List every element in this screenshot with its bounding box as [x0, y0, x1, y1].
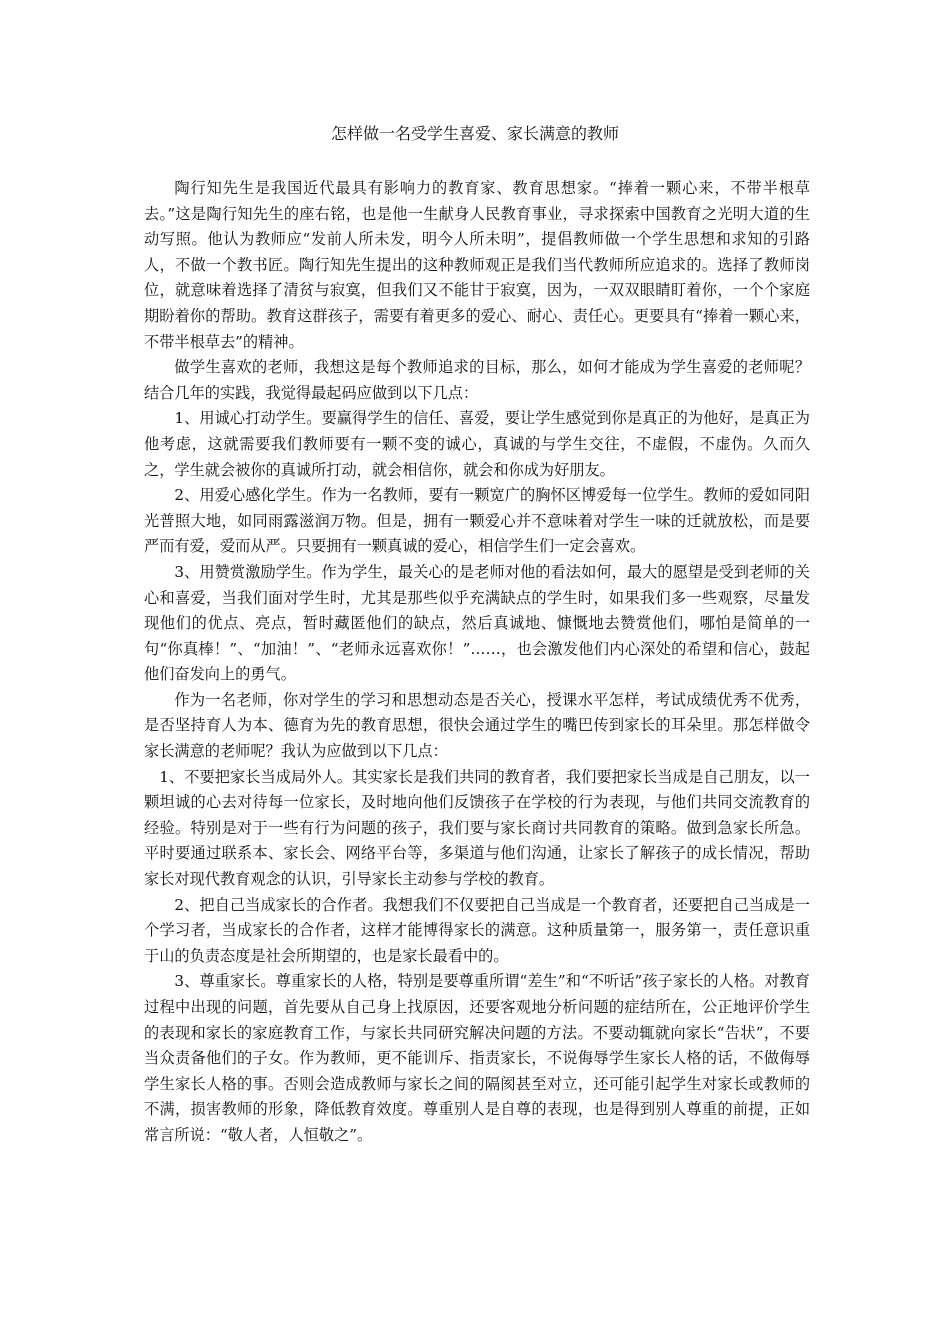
paragraph-parent-point-1: 1、不要把家长当成局外人。其实家长是我们共同的教育者，我们要把家长当成是自己朋友，以一颗坦诚的心去对待每一位家长，及时地向他们反馈孩子在学校的行为表现，与他们共同交流教育的经验。特别是对于一些有行为问题的孩子，我们要与家长商讨共同教育的策略。做到急家长所急。平时要通过联系本、家长会、网络平台等，多渠道与他们沟通，让家长了解孩子的成长情况，帮助家长对现代教育观念的认识，引导家长主动参与学校的教育。 [144, 767, 810, 889]
paragraph-student-goal: 做学生喜欢的老师，我想这是每个教师追求的目标，那么，如何才能成为学生喜爱的老师呢？结合几年的实践，我觉得最起码应做到以下几点： [144, 358, 810, 402]
paragraph-intro: 陶行知先生是我国近代最具有影响力的教育家、教育思想家。“捧着一颗心来，不带半根草去。”这是陶行知先生的座右铭，也是他一生献身人民教育事业，寻求探索中国教育之光明大道的生动写照。他认为教师应“发前人所未发，明今人所未明”，提倡教师做一个学生思想和求知的引路人，不做一个教书匠。陶行知先生提出的这种教师观正是我们当代教师所应追求的。选择了教师岗位，就意味着选择了清贫与寂寞，但我们又不能甘于寂寞，因为，一双双眼睛盯着你，一个个家庭期盼着你的帮助。教育这群孩子，需要有着更多的爱心、耐心、责任心。更要具有“捧着一颗心来，不带半根草去”的精神。 [144, 179, 810, 351]
document-title: 怎样做一名受学生喜爱、家长满意的教师 [330, 124, 619, 143]
paragraph-parent-point-2: 2、把自己当成家长的合作者。我想我们不仅要把自己当成是一个教育者，还要把自己当成是一个学习者，当成家长的合作者，这样才能博得家长的满意。这种质量第一，服务第一，责任意识重于山的负责态度是社会所期望的，也是家长最看中的。 [144, 895, 810, 965]
document-body [144, 176, 810, 1149]
paragraph-student-point-2: 2、用爱心感化学生。作为一名教师，要有一颗宽广的胸怀区博爱每一位学生。教师的爱如同阳光普照大地，如同雨露滋润万物。但是，拥有一颗爱心并不意味着对学生一味的迁就放松，而是要严而有爱，爱而从严。只要拥有一颗真诚的爱心，相信学生们一定会喜欢。 [144, 486, 810, 556]
paragraph-parent-point-3: 3、尊重家长。尊重家长的人格，特别是要尊重所谓“差生”和“不听话”孩子家长的人格。对教育过程中出现的问题，首先要从自己身上找原因，还要客观地分析问题的症结所在，公正地评价学生的表现和家长的家庭教育工作，与家长共同研究解决问题的方法。不要动辄就向家长“告状”，不要当众责备他们的子女。作为教师，更不能训斥、指责家长，不说侮辱学生家长人格的话，不做侮辱学生家长人格的事。否则会造成教师与家长之间的隔阂甚至对立，还可能引起学生对家长或教师的不满，损害教师的形象，降低教育效度。尊重别人是自尊的表现，也是得到别人尊重的前提，正如常言所说：“敬人者，人恒敬之”。 [144, 972, 810, 1144]
paragraph-student-point-3: 3、用赞赏激励学生。作为学生，最关心的是老师对他的看法如何，最大的愿望是受到老师的关心和喜爱，当我们面对学生时，尤其是那些似乎充满缺点的学生时，如果我们多一些观察，尽量发现他们的优点、亮点，暂时藏匿他们的缺点，然后真诚地、慷慨地去赞赏他们，哪怕是简单的一句“你真棒！”、“加油！”、“老师永远喜欢你！”……，也会激发他们内心深处的希望和信心，鼓起他们奋发向上的勇气。 [144, 562, 810, 684]
paragraph-parent-goal: 作为一名老师，你对学生的学习和思想动态是否关心，授课水平怎样，考试成绩优秀不优秀，是否坚持育人为本、德育为先的教育思想，很快会通过学生的嘴巴传到家长的耳朵里。那怎样做令家长满意的老师呢？我认为应做到以下几点： [144, 690, 810, 761]
paragraph-student-point-1: 1、用诚心打动学生。要赢得学生的信任、喜爱，要让学生感觉到你是真正的为他好，是真正为他考虑，这就需要我们教师要有一颗不变的诚心，真诚的与学生交往，不虚假，不虚伪。久而久之，学生就会被你的真诚所打动，就会相信你，就会和你成为好朋友。 [144, 409, 810, 479]
